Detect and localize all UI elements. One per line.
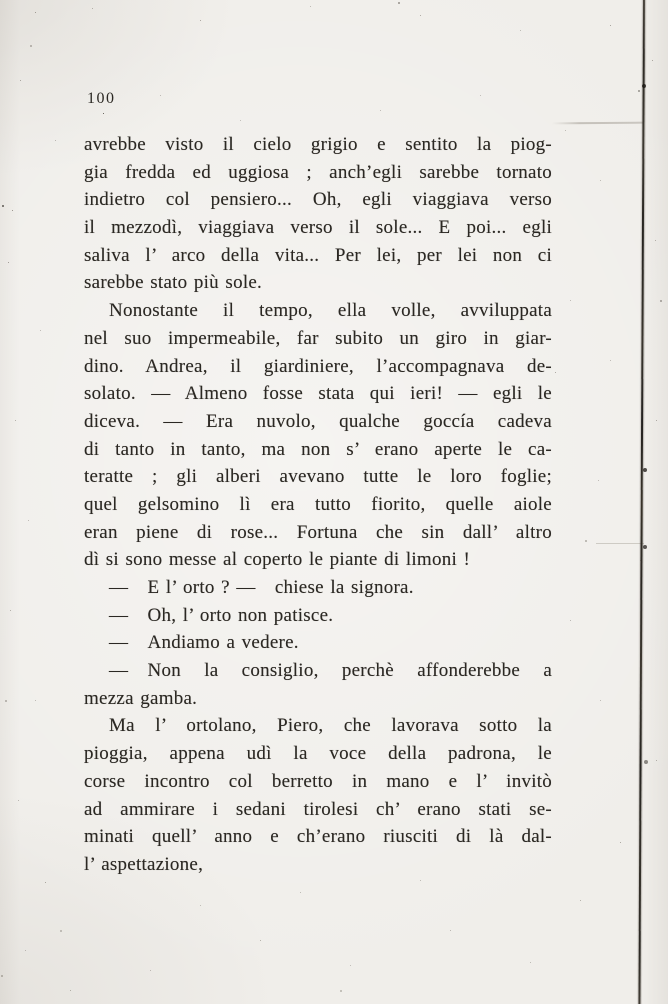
text-line: corse incontro col berretto in mano e l’ invitò [84,770,552,792]
text-line: solato. — Almeno fosse stata qui ieri! — egli le [84,383,552,405]
text-line: — E l’ orto ? — chiese la signora. [109,577,414,598]
dialogue-line-3 [84,629,552,657]
text-line: dì si sono messe al coperto le piante di limoni ! [84,549,471,571]
text-line: quel gelsomino lì era tutto fiorito, quelle aiole [84,493,552,515]
text-line: saliva l’ arco della vita... Per lei, per lei non ci [84,244,552,266]
dialogue-line-1 [84,574,552,602]
text-line: teratte ; gli alberi avevano tutte le loro foglie; [84,466,552,488]
paragraph-garden [84,297,552,574]
text-line: — Oh, l’ orto non patisce. [109,604,334,626]
text-line: Ma l’ ortolano, Piero, che lavorava sotto la [109,715,552,737]
text-line: di tanto in tanto, ma non s’ erano aperte le ca- [84,438,552,460]
text-line: sarebbe stato più sole. [84,272,263,294]
text-line: diceva. — Era nuvolo, qualche goccía cadeva [84,410,552,432]
paper-crease-small [596,543,644,544]
text-block [84,131,552,879]
text-line: ad ammirare i sedani tirolesi ch’ erano stati se- [84,798,552,820]
text-line: — Andiamo a vedere. [109,632,299,654]
dialogue-line-2 [84,602,552,630]
scan-noise-specks-large [0,0,2,2]
text-line: nel suo impermeabile, far subito un giro in giar- [84,327,552,349]
paragraph-continuation [84,131,552,297]
page-edge-ink-marks [642,0,646,4]
text-line: mezza gamba. [84,687,198,709]
text-line: eran piene di rose... Fortuna che sin dall’ altro [84,521,552,543]
page-number: 100 [87,90,116,107]
page-edge-scan-line [638,0,645,1004]
text-line: indietro col pensiero... Oh, egli viaggiava verso [84,189,552,211]
paragraph-gardener [84,712,552,878]
text-line: pioggia, appena udì la voce della padrona, le [84,743,552,765]
dialogue-line-4 [84,657,552,712]
paper-crease [552,122,644,125]
text-line: gia fredda ed uggiosa ; anch’egli sarebbe tornato [84,161,552,183]
text-line: — Non la consiglio, perchè affonderebbe a [109,660,552,682]
text-line: il mezzodì, viaggiava verso il sole... E poi... egli [84,217,552,239]
text-line: dino. Andrea, il giardiniere, l’accompagnava de- [84,355,552,377]
text-line: Nonostante il tempo, ella volle, avviluppata [109,300,552,322]
text-line: minati quell’ anno e ch’erano riusciti di là dal- [84,826,552,848]
text-line: l’ aspettazione, [84,853,204,875]
text-line: avrebbe visto il cielo grigio e sentito la piog- [84,134,552,155]
